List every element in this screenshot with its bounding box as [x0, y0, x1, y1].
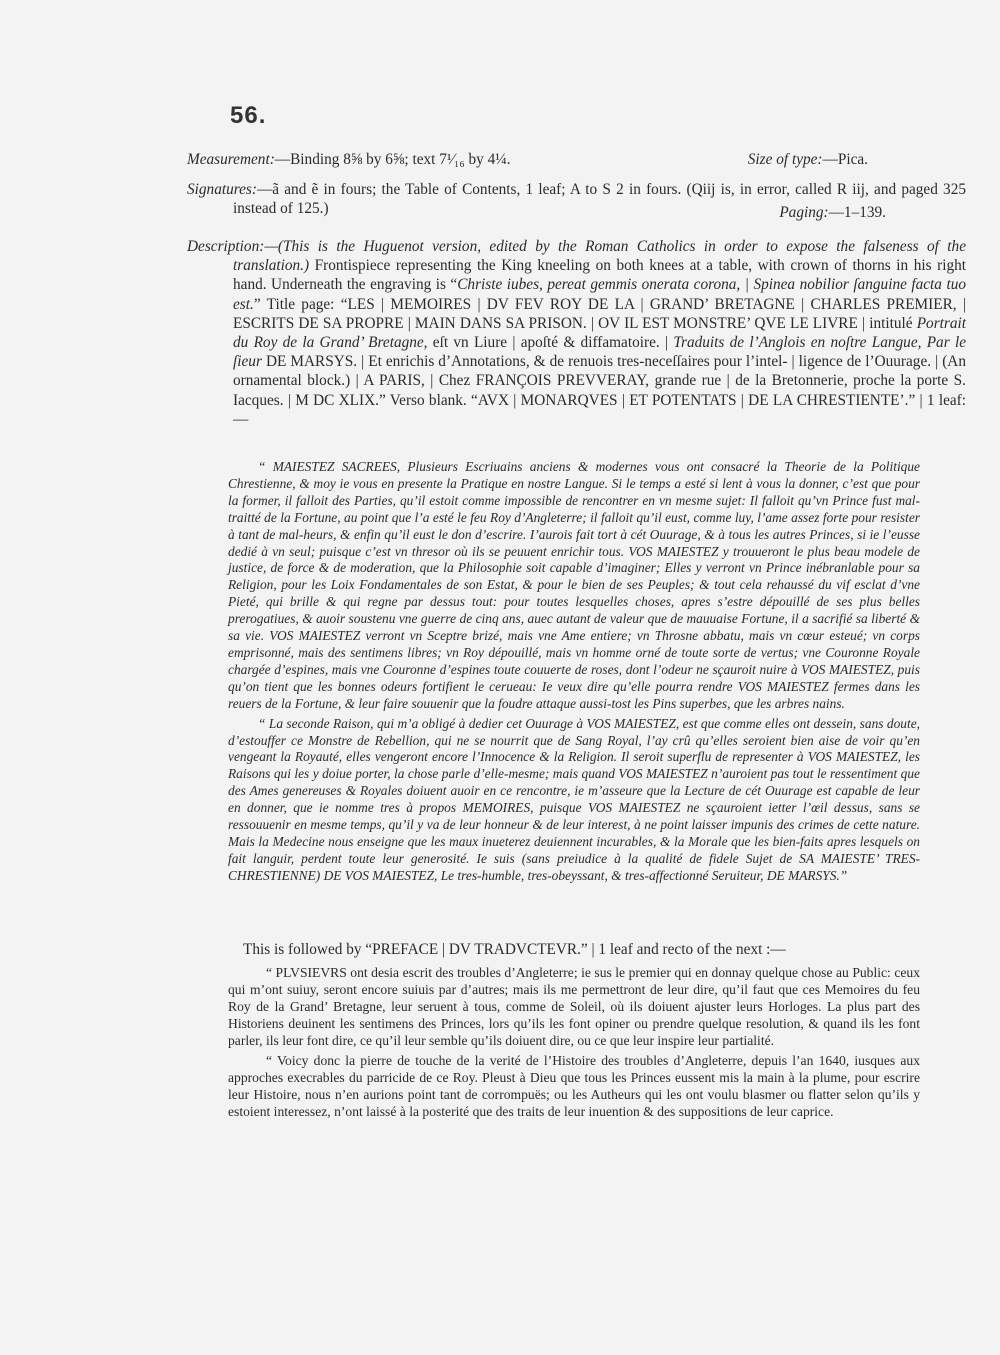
- dedication-quote: [228, 459, 920, 885]
- description-paragraph: [187, 237, 966, 429]
- description-label: Description:: [187, 238, 265, 255]
- preface-quote: [228, 964, 920, 1123]
- size-of-type-label: Size of type:: [747, 151, 823, 168]
- description-translation: Traduits de l’Anglois en noſtre Langue, Par le ſieur: [233, 334, 966, 371]
- quote-paragraph-1: “ MAIESTEZ SACREES, Plusieurs Escriuains anciens & modernes vous ont consacré la Theorie de la Politique Chrestienne, & moy ie vous en presente la Pratique en nostre Langue. Si le temps a esté si lent à vous la donner, c’est que pour la former, il falloit des Parties, qu’il estoit comme impossible de rencontrer en vn mesme sujet: Il falloit qu’vn Prince fust mal-traitté de la Fortune, au point que l’a esté le feu Roy d’Angleterre; il falloit qu’il eust, comme luy, l’ame assez forte pour resister à tant de mal-heurs, & enfin qu’il eust le don d’escrire. I’aurois fait tort à cét Ouurage, & à tous les autres Princes, si ie l’eusse dedié à vn seul; puisque c’est vn thresor où ils se peuuent enrichir tous. VOS MAIESTEZ y trouueront le plus beau modele de justice, de force & de moderation, que la Philosophie soit capable d’imaginer; Elles y verront vn Prince inébranlable pour sa Religion, pour les Loix Fondamentales de son Estat, & pour le bien de ses Peuples; & tout cela rehaussé du vif esclat d’vne Pieté, qui brille & qui regne par dessus tout: pour toutes lesquelles choses, apres s’estre dépouillé de ses plus belles prerogatiues, & auoir soustenu vne guerre de cinq ans, auec autant de valeur que de mauuaise Fortune, il a sacrifié sa liberté & sa vie. VOS MAIESTEZ verront vn Sceptre brizé, mais vne Ame entiere; vn Throsne abbatu, mais vn cœur esteué; vn corps emprisonné, mais des sentimens libres; vn Roy dépouillé, mais vn homme orné de toute sorte de vertus; vne Couronne Royale chargée d’espines, mais vne Couronne d’espines toute couuerte de roses, dont l’odeur ne sçauroit nuire à VOS MAIESTEZ, puis qu’on tient que les bonnes odeurs fortifient le cerueau: Ie veux dire qu’elle pourra rendre VOS MAIESTEZ fermes dans les reuers de la Fortune, & leur faire souuenir que la foudre attaque aussi-tost les Pins superbes, que les arbres nains.: [228, 459, 920, 711]
- description-title-italic: Portrait du Roy de la Grand’ Bretagne,: [233, 314, 966, 352]
- description-text-1: Frontispiece representing the King kneeling on both knees at a table, with crown of thorns in his right hand. Underneath the engraving is “: [233, 257, 967, 294]
- quote-paragraph-2: “ La seconde Raison, qui m’a obligé à dedier cet Ouurage à VOS MAIESTEZ, est que comme elles ont dessein, sans doute, d’estouffer ce Monstre de Rebellion, qui ne se nourrit que de Sang Royal, l’ay crû qu’elles seroient bien aise de voir qu’en vengeant la Royauté, elles vengeront encore l’Innocence & la Religion. Il seroit superflu de representer à VOS MAIESTEZ, les Raisons qui les y doiue porter, la chose parle d’elle-mesme; mais quand VOS MAIESTEZ n’auroient pas tout le ressentiment que des Ames genereuses & Royales doiuent auoir en ce rencontre, ie m’asseure que la Lecture de cét Ouurage est capable de leur en donner, que ie nomme tres à propos MEMOIRES, puisque VOS MAIESTEZ ne sçauroient ietter l’œil dessus, sans se ressouuenir en mesme temps, qu’il y va de leur honneur & de leur interest, à ne point laisser impunis des crimes de cette nature. Mais la Medecine nous enseigne que les maux inueterez deuiennent incurables, & la Morale que les bien-faits apres lesquels on fait languir, perdent toute leur generosité. Ie suis (sans preiudice à la qualité de fidele Sujet de SA MAIESTE’ TRES-CHRESTIENNE) DE VOS MAIESTEZ, Le tres-humble, tres-obeyssant, & tres-affectionné Seruiteur, DE MARSYS.”: [228, 715, 920, 883]
- measurement-text: —Binding 8⅝ by 6⅝; text 7¹⁄₁₆ by 4¼.: [274, 151, 511, 168]
- page-number: 56.: [230, 102, 267, 129]
- description-text-2: ” Title page: “LES | MEMOIRES | DV FEV ROY DE LA | GRAND’ BRETAGNE | CHARLES PREMIER, | ESCRITS DE SA PROPRE | MAIN DANS SA PRISON. | OV IL EST MONSTRE’ QVE LE LIVRE | intitulé: [233, 295, 966, 332]
- signatures-text: —ã and ẽ in fours; the Table of Contents, 1 leaf; A to S 2 in fours. (Qiij is, in error, called R iij, and paged 325 instead of 125.): [233, 181, 966, 218]
- paging-label: Paging:: [779, 204, 829, 222]
- size-of-type-value: —Pica.: [822, 151, 868, 168]
- description-text-4: DE MARSYS. | Et enrichis d’Annotations, & de renuois tres-neceſſaires pour l’intel- | ligence de l’Ouurage. | (An ornamental block.) | A PARIS, | Chez FRANÇOIS PREVVERAY, grande rue | de la Bretonnerie, proche la porte S. Iacques. | M DC XLIX.” Verso blank. “AVX | MONARQVES | ET POTENTATS | DE LA CHRESTIENTE’.” | 1 leaf:—: [233, 353, 966, 428]
- description-text-3: eſt vn Liure | apoſté & diffamatoire. |: [427, 334, 674, 352]
- description-motto: Christe iubes, pereat gemmis onerata corona, | Spinea nobilior ſanguine facta tuo est.: [233, 276, 966, 313]
- preface-paragraph-1: “ PLVSIEVRS ont desia escrit des troubles d’Angleterre; ie sus le premier qui en donnay quelque chose au Public: ceux qui m’ont suiuy, seront encore suiuis par d’autres; mais ils me permettront de leur dire, qu’il faut que ces Memoires du feu Roy de la Grand’ Bretagne, leur seruent à tous, comme de Soleil, où ils doiuent ajuster leurs Horloges. La plus part des Historiens deuinent les sentimens des Princes, lors qu’ils les font opiner ou prendre quelque resolution, & quand ils les font parler, ils leur font dire, ce qu’il leur semble qu’ils doiuent dire, ou ce que leur inspire leur partialité.: [228, 965, 920, 1048]
- followed-by-line: This is followed by “PREFACE | DV TRADVCTEVR.” | 1 leaf and recto of the next :—: [243, 941, 786, 958]
- description-lead: —(This is the Huguenot version, edited by the Roman Catholics in order to expose the falseness of the translation.): [233, 238, 966, 275]
- paging-value: —1–139.: [828, 204, 886, 222]
- size-of-type: [748, 150, 868, 169]
- paging: [779, 203, 886, 222]
- signatures-label: Signatures:: [187, 181, 257, 198]
- measurement-line: [187, 150, 920, 169]
- measurement-label: Measurement:: [187, 151, 275, 168]
- preface-paragraph-2: “ Voicy donc la pierre de touche de la verité de l’Histoire des troubles d’Angleterre, depuis l’an 1640, iusques aux approches execrables du parricide de ce Roy. Pleust à Dieu que tous les Princes eussent mis la main à la plume, pour escrire leur Histoire, nous n’en aurions point tant de corrompuës; ou les Autheurs qui les ont voulu blasmer ou flatter selon qu’ils y estoient interessez, n’ont laissé à la posterité que des traits de leur inuention & des suppositions de leur caprice.: [228, 1053, 920, 1119]
- signatures-paragraph: [187, 180, 966, 222]
